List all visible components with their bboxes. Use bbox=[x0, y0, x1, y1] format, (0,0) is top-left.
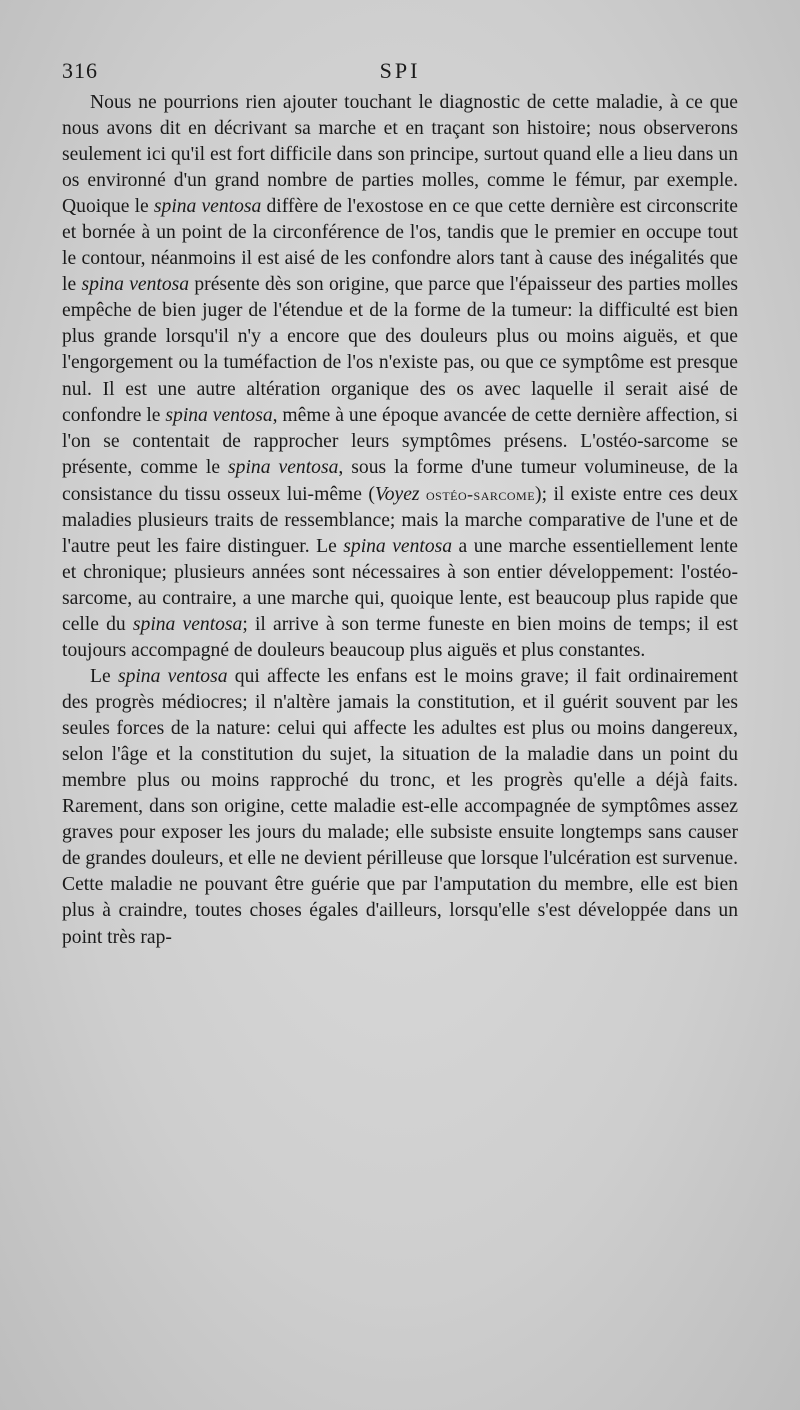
paragraph bbox=[62, 90, 738, 664]
text-run: présente dès son origine, que parce que l'épaisseur des parties molles empêche de bien juger de l'étendue et de la forme de la tumeur: la difficulté est bien plus grande lorsqu'il n'y a encore que des douleurs plus ou moins aiguës, et que l'engorgement ou la tuméfaction de l'os n'existe pas, ou que ce symptôme est presque nul. Il est une autre altération organique des os avec laquelle il serait aisé de confondre le bbox=[62, 274, 738, 426]
text-run: a une marche essentiellement lente et chronique; plusieurs années sont nécessaires à son entier développement: l'ostéo-sarcome, au contraire, a une marche qui, quoique lente, est beaucoup plus rapide que celle du bbox=[62, 535, 738, 635]
page-header bbox=[62, 58, 738, 92]
body-text bbox=[62, 90, 738, 951]
text-run: qui affecte les enfans est le moins grave; il fait ordinairement des progrès médiocres; il n'altère jamais la constitution, et il guérit souvent par les seules forces de la nature: celui qui affecte les adultes est plus ou moins dangereux, selon l'âge et la constitution du sujet, la situation de la maladie dans un point du membre plus ou moins rapproché du tronc, et les progrès qu'elle a déjà faits. Rarement, dans son origine, cette maladie est-elle accompagnée de symptômes assez graves pour exposer les jours du malade; elle subsiste ensuite longtemps sans causer de grandes douleurs, et elle ne devient périlleuse que lorsque l'ulcération est survenue. Cette maladie ne pouvant être guérie que par l'amputation du membre, elle est bien plus à craindre, toutes choses égales d'ailleurs, lorsqu'elle s'est développée dans un point très rap- bbox=[62, 666, 739, 948]
cross-reference: ostéo-sarcome bbox=[425, 483, 536, 504]
paragraph bbox=[62, 664, 738, 951]
text-run: ); il existe entre ces deux maladies plusieurs traits de ressemblance; mais la marche comparative de l'une et de l'autre peut les faire distinguer. Le bbox=[62, 483, 738, 557]
text-run: diffère de l'exostose en ce que cette dernière est circonscrite et bornée à un point de la circonférence de l'os, tandis que le premier en occupe tout le contour, néanmoins il est aisé de les confondre alors tant à cause des inégalités que le bbox=[62, 196, 738, 296]
italic-term: spina ventosa bbox=[343, 535, 453, 557]
italic-term: spina ventosa bbox=[117, 666, 228, 688]
italic-term: spina ventosa bbox=[228, 456, 339, 478]
text-run: ; il arrive à son terme funeste en bien moins de temps; il est toujours accompagné de douleurs beaucoup plus aiguës et plus constantes. bbox=[62, 613, 738, 661]
text-run: Le bbox=[90, 666, 118, 688]
italic-term: spina ventosa bbox=[132, 613, 243, 635]
text-run: Nous ne pourrions rien ajouter touchant le diagnostic de cette maladie, à ce que nous avons dit en décrivant sa marche et en traçant son histoire; nous observerons seulement ici qu'il est fort difficile dans son principe, surtout quand elle a lieu dans un os environné d'un grand nombre de parties molles, comme le fémur, par exemple. Quoique le bbox=[62, 92, 738, 218]
italic-term: spina ventosa bbox=[153, 196, 262, 218]
text-run: , sous la forme d'une tumeur volumineuse, de la consistance du tissu osseux lui-même ( bbox=[62, 456, 738, 505]
italic-term: spina ventosa bbox=[81, 274, 190, 296]
running-head: SPI bbox=[379, 58, 421, 83]
text-run: , même à une époque avancée de cette dernière affection, si l'on se contentait de rapprocher leurs symptômes présens. L'ostéo-sarcome se présente, comme le bbox=[62, 404, 738, 478]
italic-term: spina ventosa bbox=[165, 404, 273, 426]
italic-term: Voyez bbox=[374, 483, 420, 505]
page-number: 316 bbox=[62, 58, 98, 83]
